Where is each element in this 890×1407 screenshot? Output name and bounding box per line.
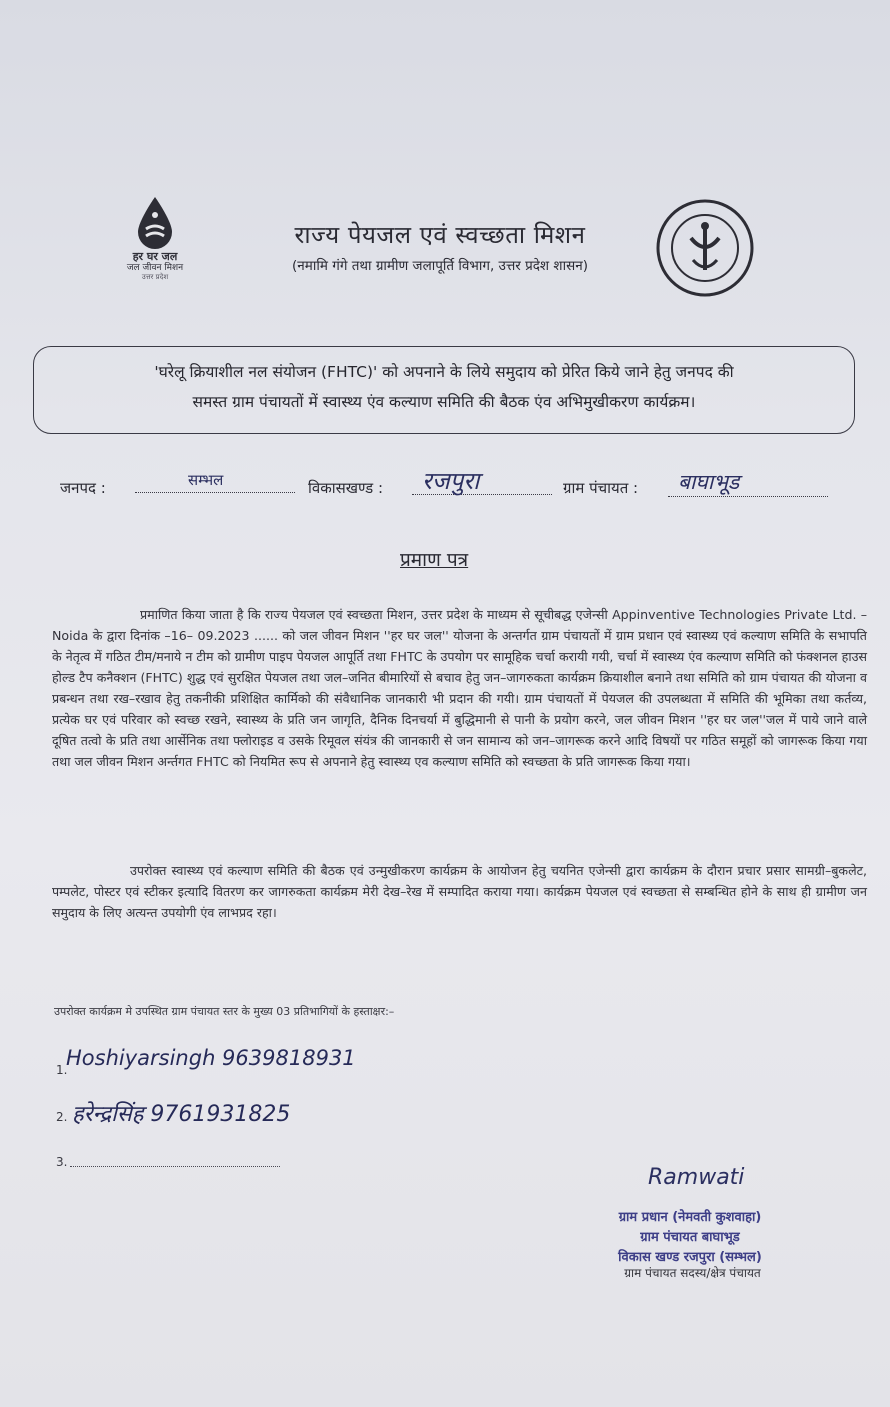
gram-panchayat-value: बाघाभूड xyxy=(678,470,740,494)
banner-line-1: 'घरेलू क्रियाशील नल संयोजन (FHTC)' को अपनाने के लिये समुदाय को प्रेरित किये जाने हेतु जनपद की xyxy=(154,363,734,381)
stamp-line-3: विकास खण्ड रजपुरा (सम्भल) xyxy=(618,1250,762,1265)
janpad-label: जनपद : xyxy=(60,479,106,497)
har-ghar-jal-logo xyxy=(100,195,210,282)
logo-line-2: जल जीवन मिशन xyxy=(126,263,184,273)
certificate-paragraph-1: प्रमाणित किया जाता है कि राज्य पेयजल एवं स्वच्छता मिशन, उत्तर प्रदेश के माध्यम से सूचीबद्ध एजेन्सी Appinventive Technologies Private Ltd. – Noida के द्वारा दिनांक –16– 09.2023 ...... को जल जीवन मिशन ''हर घर जल'' योजना के अन्तर्गत ग्राम पंचायतों में ग्राम प्रधान एवं स्वास्थ्य एवं कल्याण समिति के सभापति के नेतृत्व में गठित टीम/मनाये न टीम को ग्रामीण पाइप पेयजल आपूर्ति तथा FHTC के उपयोग पर सामूहिक चर्चा करायी गयी, चर्चा में स्वास्थ्य एंव कल्याण समिति को फंक्शनल हाउस होल्ड टैप कनैक्शन (FHTC) शुद्ध एवं सुरक्षित पेयजल तथा जल–जनित बीमारियों से बचाव हेतु जन–जागरुकता कार्यक्रम क्रियाशील बनाने तथा समिति को ग्राम पंचायत की योजना व प्रबन्धन तथा रख–रखाव हेतु तकनीकी प्रशिक्षित कार्मिको की संवैधानिक जानकारी भी प्रदान की गयी। ग्राम पंचायतों में पेयजल की उपलब्धता में समिति की भूमिका तथा कर्तव्य, प्रत्येक घर एवं परिवार को स्वच्छ रखने, स्वास्थ्य के प्रति जन जागृति, दैनिक दिनचर्या में बुद्धिमानी से पानी के प्रयोग करने, जल जीवन मिशन ''हर घर जल''जल में पाये जाने वाले दूषित तत्वो के प्रति तथा आर्सेनिक तथा फ्लोराइड व उसके रिमूवल संयंत्र की जानकारी से जन सामान्य को जन–जागरूक करने आदि विषयों पर गठित समूहों को जागरूक किया गया तथा जल जीवन मिशन अर्न्तगत FHTC को नियमित रूप से अपनाने हेतु स्वास्थ्य एव कल्याण समिति को स्वच्छता के प्रति जागरूक किया गया। xyxy=(52,607,867,769)
signature-number-3: 3. xyxy=(56,1155,68,1169)
pradhan-signature: Ramwati xyxy=(648,1165,745,1190)
pradhan-stamp xyxy=(570,1208,810,1268)
participant-signature-2: हरेन्द्रसिंह 9761931825 xyxy=(72,1102,291,1127)
certificate-paragraph-2: उपरोक्त स्वास्थ्य एवं कल्याण समिति की बैठक एवं उन्मुखीकरण कार्यक्रम के आयोजन हेतु चयनित एजेन्सी द्वारा कार्यक्रम के दौरान प्रचार प्रसार सामग्री–बुकलेट, पम्पलेट, पोस्टर एवं स्टीकर इत्यादि वितरण कर जागरुकता कार्यक्रम मेरी देख–रेख में सम्पादित कराया गया। कार्यक्रम पेयजल एवं स्वच्छता से सम्बन्धित होने के साथ ही ग्रामीण जन समुदाय के लिए अत्यन्त उपयोगी एंव लाभप्रद रहा। xyxy=(52,863,867,920)
logo-line-3: उत्तर प्रदेश xyxy=(141,273,169,281)
vikaskhand-label: विकासखण्ड : xyxy=(308,479,384,497)
janpad-value: सम्भल xyxy=(188,471,224,489)
banner-line-2: समस्त ग्राम पंचायतों में स्वास्थ्य एंव कल्याण समिति की बैठक एंव अभिमुखीकरण कार्यक्रम। xyxy=(192,393,696,411)
stamp-line-1: ग्राम प्रधान (नेमवती कुशवाहा) xyxy=(618,1210,762,1225)
pradhan-designation: ग्राम पंचायत सदस्य/क्षेत्र पंचायत xyxy=(624,1266,761,1280)
water-drop-logo-icon xyxy=(135,195,175,251)
up-government-seal-icon xyxy=(655,198,755,298)
certificate-heading: प्रमाण पत्र xyxy=(400,549,469,571)
gram-panchayat-label: ग्राम पंचायत : xyxy=(563,479,639,497)
signature-number-2: 2. xyxy=(56,1110,68,1124)
location-fields xyxy=(60,467,850,506)
vikaskhand-value: रजपुरा xyxy=(422,467,480,495)
program-banner xyxy=(33,346,855,434)
stamp-line-2: ग्राम पंचायत बाघाभूड xyxy=(640,1230,740,1245)
signature-line-3 xyxy=(70,1166,280,1167)
mission-subtitle: (नमामि गंगे तथा ग्रामीण जलापूर्ति विभाग, उत्तर प्रदेश शासन) xyxy=(292,258,588,274)
mission-title: राज्य पेयजल एवं स्वच्छता मिशन xyxy=(294,221,586,249)
signature-number-1: 1. xyxy=(56,1063,68,1077)
signature-intro: उपरोक्त कार्यक्रम मे उपस्थित ग्राम पंचायत स्तर के मुख्य 03 प्रतिभागियों के हस्ताक्षर:– xyxy=(54,1005,395,1018)
participant-signature-1: Hoshiyarsingh 9639818931 xyxy=(66,1046,356,1070)
logo-line-1: हर घर जल xyxy=(132,250,178,263)
